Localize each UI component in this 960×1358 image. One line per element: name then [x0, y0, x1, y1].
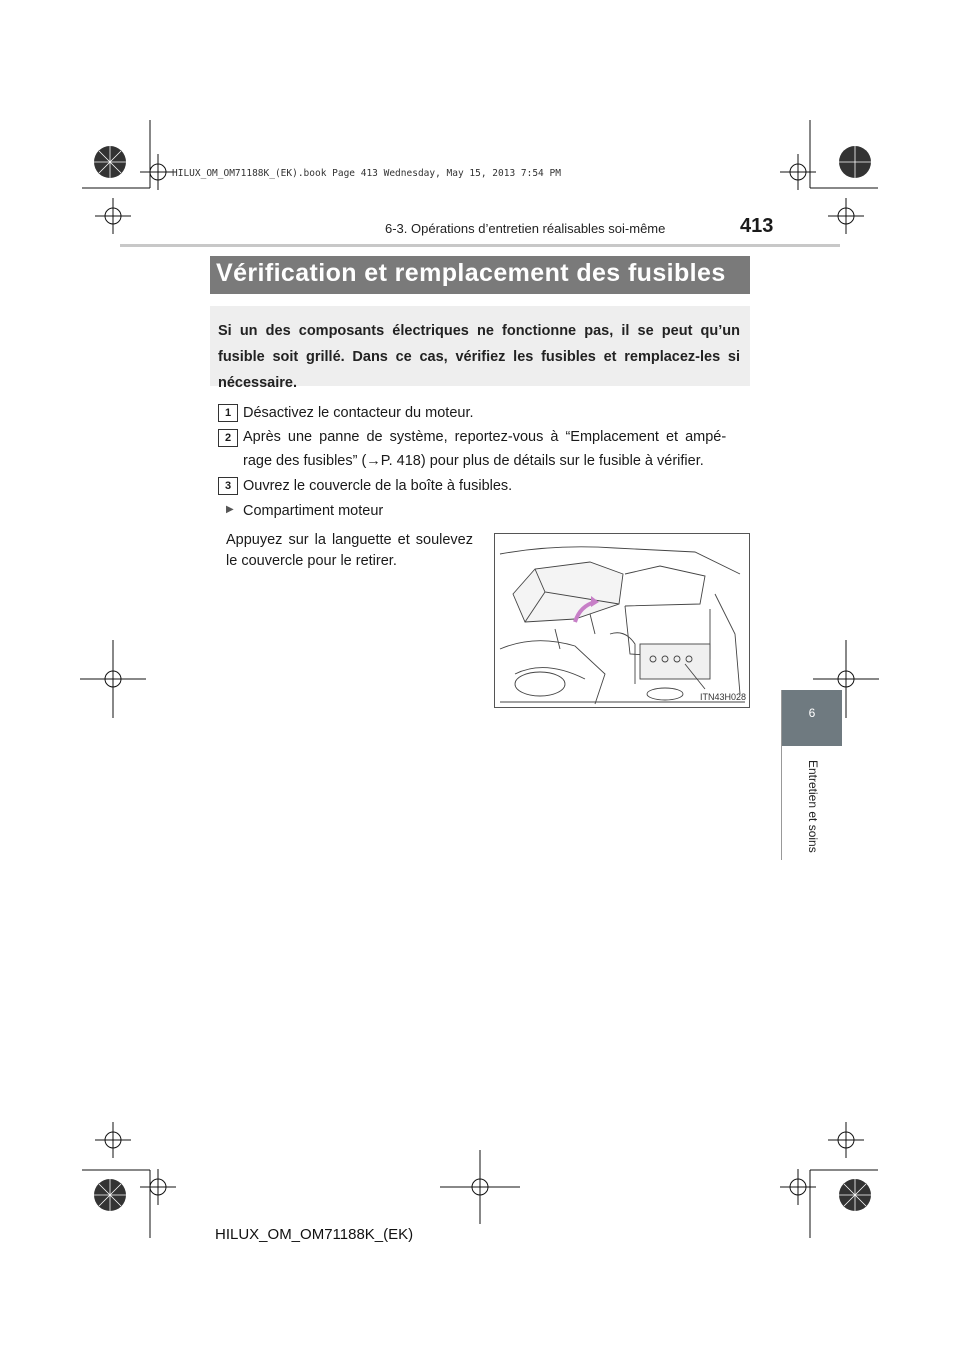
step-number-2: 2 — [218, 429, 238, 447]
subsection-description-line2: le couvercle pour le retirer. — [226, 553, 397, 569]
footer-model-code: HILUX_OM_OM71188K_(EK) — [215, 1226, 414, 1243]
chapter-label: Entretien et soins — [806, 760, 820, 853]
step-1-text: Désactivez le contacteur du moteur. — [243, 405, 474, 421]
step-2-text-line2: rage des fusibles” (→P. 418) pour plus de détails sur le fusible à vérifier. — [243, 453, 704, 469]
step-2-text-line1: Après une panne de système, reportez-vous à “Emplacement et ampé- — [243, 429, 727, 445]
step-3-text: Ouvrez le couvercle de la boîte à fusibles. — [243, 478, 513, 494]
subsection-description-line1: Appuyez sur la languette et soulevez — [226, 532, 473, 548]
engine-compartment-figure — [494, 533, 750, 708]
fuse-box-illustration — [495, 534, 749, 707]
page-number: 413 — [740, 215, 774, 237]
subsection-label: Compartiment moteur — [243, 503, 384, 519]
section-heading: 6-3. Opérations d’entretien réalisables soi-même — [385, 221, 666, 236]
intro-text: Si un des composants électriques ne fonctionne pas, il se peut qu’un fusible soit grillé. Dans ce cas, vérifiez les fusibles et remplacez-les si nécessaire. — [218, 323, 740, 391]
bullet-triangle-icon: ▶ — [226, 504, 234, 515]
chapter-number: 6 — [808, 706, 816, 720]
header-rule — [120, 244, 840, 247]
intro-box — [210, 306, 750, 391]
page-title: Vérification et remplacement des fusibles — [216, 259, 726, 287]
book-file-line: HILUX_OM_OM71188K_(EK).book Page 413 Wednesday, May 15, 2013 7:54 PM — [172, 168, 561, 179]
step-number-1: 1 — [218, 404, 238, 422]
figure-code: ITN43H028 — [700, 692, 747, 702]
step-number-3: 3 — [218, 477, 238, 495]
